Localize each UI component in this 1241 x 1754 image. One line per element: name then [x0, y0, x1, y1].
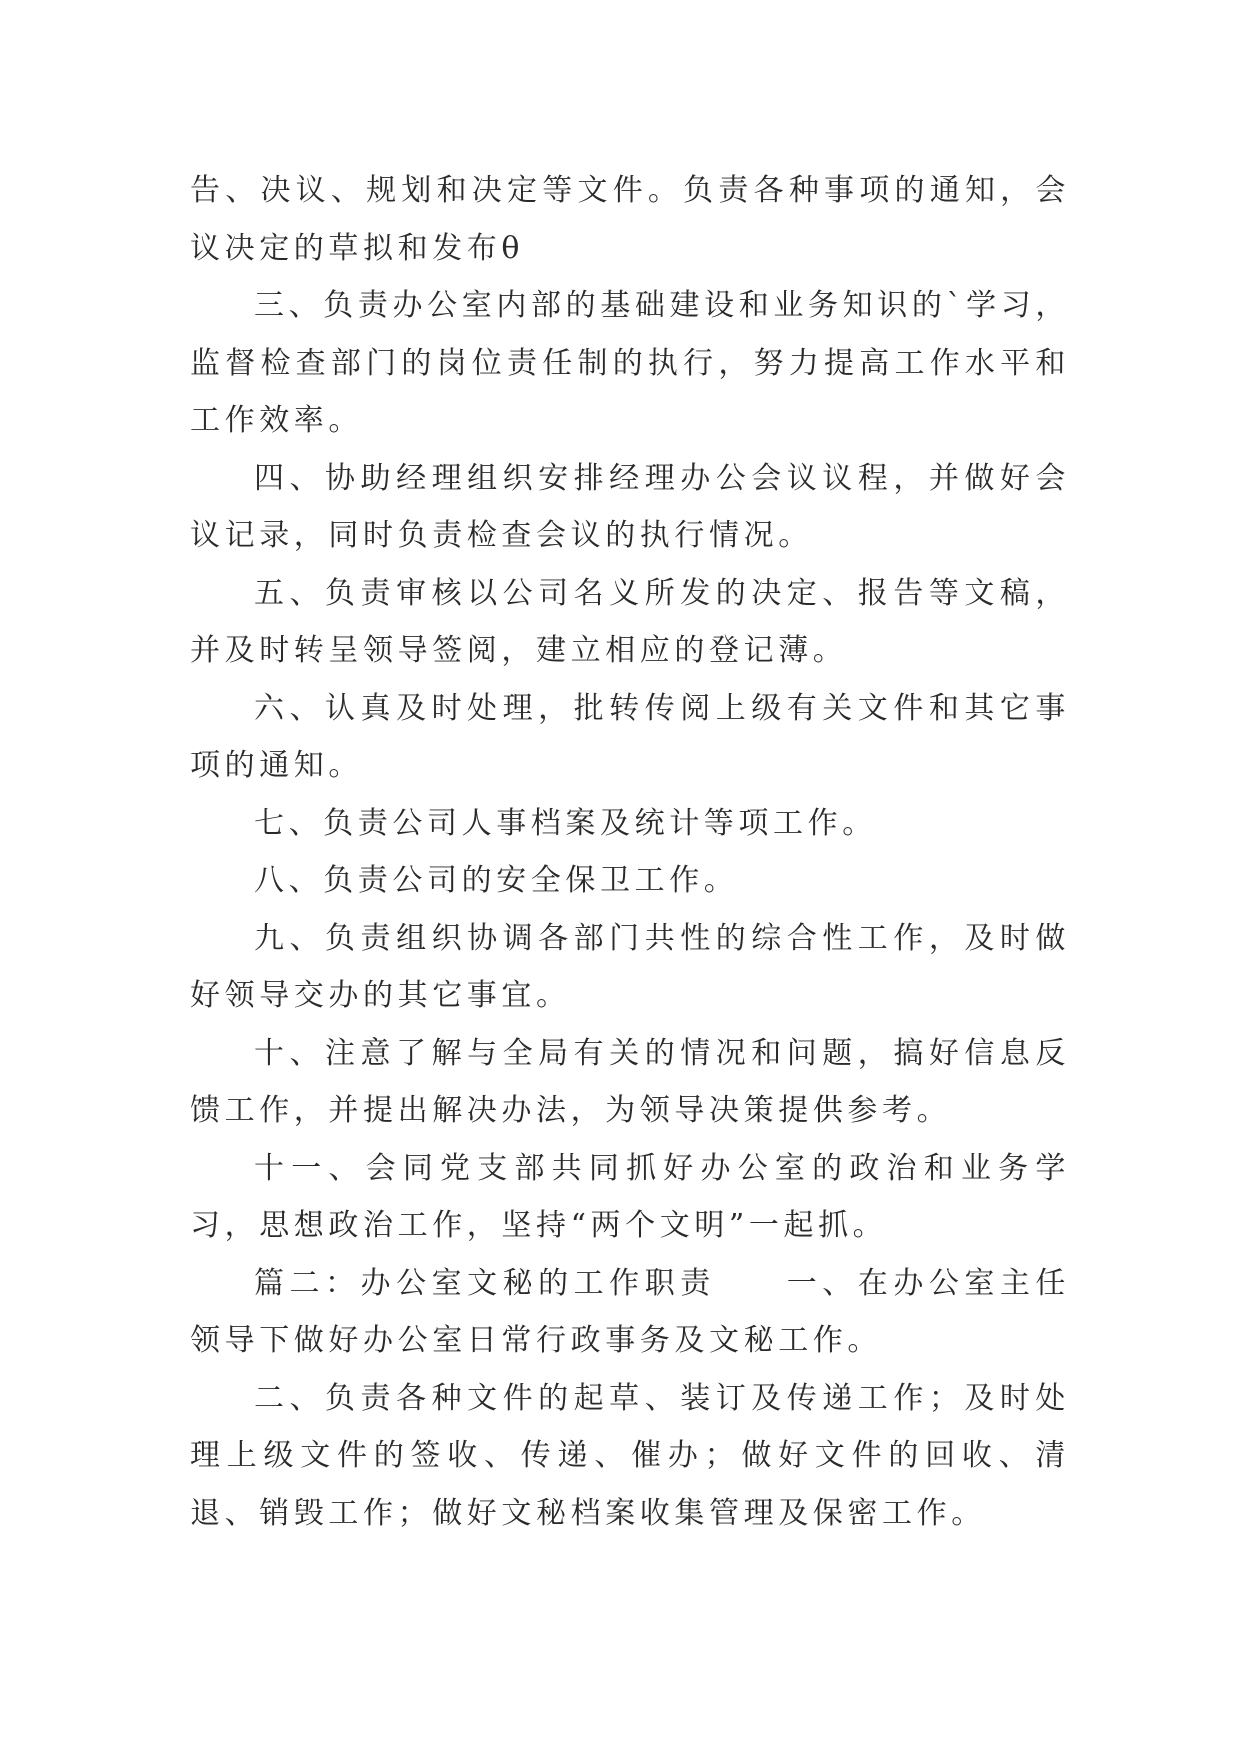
paragraph-11: 篇二：办公室文秘的工作职责 一、在办公室主任领导下做好办公室日常行政事务及文秘工作。	[190, 1265, 1070, 1358]
paragraph-10: 十一、会同党支部共同抓好办公室的政治和业务学习，思想政治工作，坚持“两个文明”一起抓。	[190, 1150, 1070, 1243]
document-body	[190, 162, 1070, 1542]
paragraph-7: 八、负责公司的安全保卫工作。	[254, 863, 739, 898]
paragraph-3: 四、协助经理组织安排经理办公会议议程，并做好会议记录，同时负责检查会议的执行情况。	[190, 460, 1070, 553]
paragraph-9: 十、注意了解与全局有关的情况和问题，搞好信息反馈工作，并提出解决办法，为领导决策提供参考。	[190, 1035, 1070, 1128]
paragraph-2: 三、负责办公室内部的基础建设和业务知识的`学习，监督检查部门的岗位责任制的执行，努力提高工作水平和工作效率。	[190, 288, 1070, 438]
paragraph-1: 告、决议、规划和决定等文件。负责各种事项的通知，会议决定的草拟和发布θ	[190, 173, 1070, 266]
paragraph-8: 九、负责组织协调各部门共性的综合性工作，及时做好领导交办的其它事宜。	[190, 920, 1070, 1013]
paragraph-4: 五、负责审核以公司名义所发的决定、报告等文稿，并及时转呈领导签阅，建立相应的登记薄。	[190, 575, 1070, 668]
paragraph-12: 二、负责各种文件的起草、装订及传递工作；及时处理上级文件的签收、传递、催办；做好文件的回收、清退、销毁工作；做好文秘档案收集管理及保密工作。	[190, 1380, 1070, 1531]
paragraph-6: 七、负责公司人事档案及统计等项工作。	[254, 805, 877, 841]
paragraph-5: 六、认真及时处理，批转传阅上级有关文件和其它事项的通知。	[190, 690, 1070, 783]
